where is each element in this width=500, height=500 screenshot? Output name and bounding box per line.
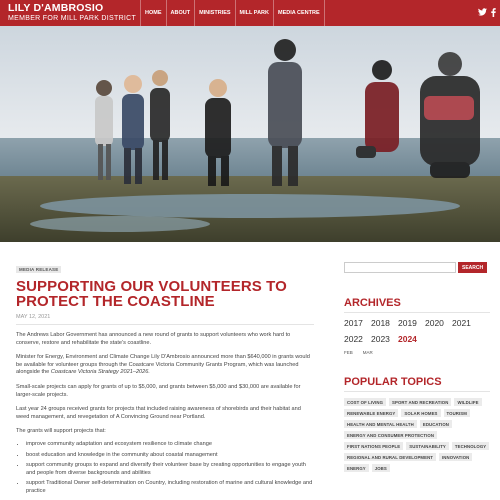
brand-subtitle: MEMBER FOR MILL PARK DISTRICT: [8, 15, 137, 22]
archive-year-2019[interactable]: 2019: [398, 318, 417, 328]
topic-tag[interactable]: SOLAR HOMES: [401, 409, 440, 417]
topic-tag[interactable]: HEALTH AND MENTAL HEALTH: [344, 420, 417, 428]
nav-item-home[interactable]: HOME: [140, 0, 166, 26]
topic-tag[interactable]: SPORT AND RECREATION: [389, 398, 451, 406]
list-item: • boost education and knowledge in the community about coastal management: [26, 452, 314, 460]
topic-tag[interactable]: TOURISM: [444, 409, 470, 417]
list-item: • support community groups to expand and diversify their volunteer base by creating opportunities to engage youth and people from diverse backgrounds and abilities: [26, 462, 314, 477]
search-form: [344, 262, 490, 273]
archives-heading: ARCHIVES: [344, 297, 490, 313]
hero-image: [0, 26, 500, 242]
search-button[interactable]: SEARCH: [458, 262, 487, 273]
topic-tag[interactable]: JOBS: [372, 464, 390, 472]
archive-month-mar[interactable]: MAR: [362, 350, 373, 355]
topic-tag[interactable]: COST OF LIVING: [344, 398, 386, 406]
article-paragraph: [16, 354, 314, 377]
article-title: SUPPORTING OUR VOLUNTEERS TO PROTECT THE COASTLINE: [16, 278, 287, 310]
archive-year-2022[interactable]: 2022: [344, 334, 363, 344]
twitter-icon[interactable]: [478, 8, 487, 17]
archive-year-2023[interactable]: 2023: [371, 334, 390, 344]
brand-name[interactable]: LILY D'AMBROSIO: [8, 2, 104, 14]
nav-item-media-centre[interactable]: MEDIA CENTRE: [273, 0, 325, 26]
topic-tag[interactable]: WILDLIFE: [454, 398, 481, 406]
sidebar: [344, 262, 490, 472]
archive-months: [344, 350, 490, 355]
search-input[interactable]: [344, 262, 456, 273]
article-date: MAY 12, 2021: [16, 314, 314, 325]
topic-tag[interactable]: RENEWABLE ENERGY: [344, 409, 398, 417]
archive-year-2018[interactable]: 2018: [371, 318, 390, 328]
article-category-tag[interactable]: MEDIA RELEASE: [16, 266, 61, 273]
topic-tag[interactable]: REGIONAL AND RURAL DEVELOPMENT: [344, 453, 436, 461]
nav-item-about[interactable]: ABOUT: [166, 0, 195, 26]
list-item: • support Traditional Owner self-determination on Country, including restoration of marine and cultural knowledge and practice: [26, 480, 314, 495]
main-nav: [140, 0, 325, 26]
archive-year-2021[interactable]: 2021: [452, 318, 471, 328]
site-header: [0, 0, 500, 26]
article-paragraph: Small-scale projects can apply for grants of up to $5,000, and grants between $5,000 and $30,000 are available for larger-scale projects.: [16, 383, 301, 398]
topic-tag[interactable]: TECHNOLOGY: [452, 442, 489, 450]
popular-topics-list: [344, 398, 490, 472]
list-item: • improve community adaptation and ecosystem resilience to climate change: [26, 441, 314, 449]
facebook-icon[interactable]: [491, 8, 496, 17]
strategy-reference: Coastcare Victoria Strategy 2021–2026.: [50, 369, 150, 376]
archive-year-2020[interactable]: 2020: [425, 318, 444, 328]
archive-year-2024[interactable]: 2024: [398, 334, 417, 344]
topic-tag[interactable]: EDUCATION: [420, 420, 452, 428]
brand[interactable]: [8, 3, 136, 23]
article-paragraph: The Andrews Labor Government has announced a new round of grants to support volunteers who work hard to conserve, restore and rehabilitate the state's coastline.: [16, 332, 291, 346]
article-paragraph: The grants will support projects that:: [16, 428, 106, 435]
topic-tag[interactable]: ENERGY: [344, 464, 369, 472]
article: [16, 258, 314, 499]
archive-years: [344, 318, 490, 344]
popular-topics-heading: POPULAR TOPICS: [344, 376, 490, 392]
topic-tag[interactable]: INNOVATION: [439, 453, 472, 461]
social-links: [478, 8, 496, 17]
archive-month-feb[interactable]: FEB: [344, 350, 353, 355]
nav-item-ministries[interactable]: MINISTRIES: [194, 0, 234, 26]
paragraph-text: Minister for Energy, Environment and Climate Change Lily D'Ambrosio announced more than $640,000 in grants would be available for volunteer groups through the Coastcare Victoria Community Grants Program, which was launched alongside the: [16, 354, 310, 376]
topic-tag[interactable]: SUSTAINABILITY: [406, 442, 449, 450]
archive-year-2017[interactable]: 2017: [344, 318, 363, 328]
article-paragraph: Last year 24 groups received grants for projects that included raising awareness of shorebirds and their habitat and weed management, and revegetation of A Convincing Ground near Portland.: [16, 406, 301, 420]
topic-tag[interactable]: ENERGY AND CONSUMER PROTECTION: [344, 431, 437, 439]
topic-tag[interactable]: FIRST NATIONS PEOPLE: [344, 442, 403, 450]
nav-item-mill-park[interactable]: MILL PARK: [235, 0, 273, 26]
grant-criteria-list: [26, 441, 314, 496]
